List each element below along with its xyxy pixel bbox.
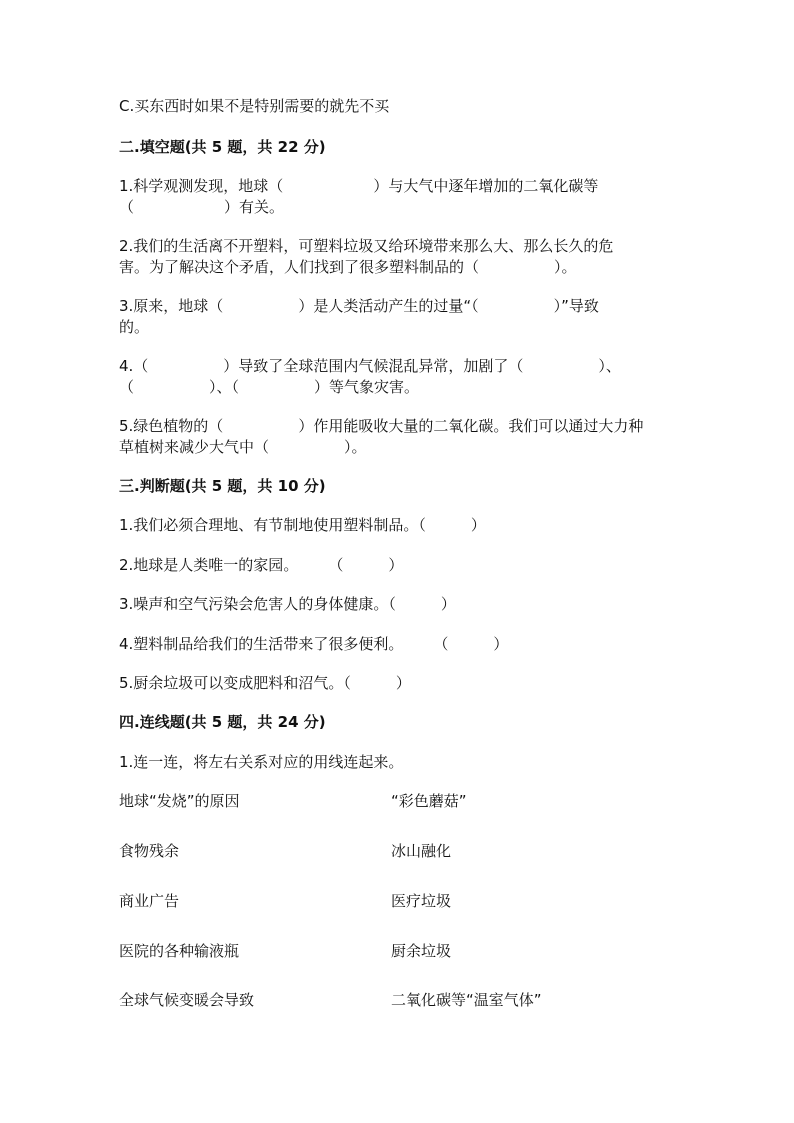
matching-right-item: 医疗垃圾 <box>391 892 452 910</box>
true-false-q3: 3.噪声和空气污染会危害人的身体健康。（ ） <box>119 595 456 613</box>
matching-left-item: 食物残余 <box>119 842 180 860</box>
matching-left-item: 商业广告 <box>119 892 180 910</box>
fill-blank-q4-line2: （ ）、（ ）等气象灾害。 <box>119 378 420 396</box>
matching-left-item: 医院的各种输液瓶 <box>119 942 240 960</box>
fill-blank-q2-line2: 害。为了解决这个矛盾，人们找到了很多塑料制品的（ ）。 <box>119 258 577 276</box>
fill-blank-q4-line1: 4.（ ）导致了全球范围内气候混乱异常，加剧了（ ）、 <box>119 357 621 375</box>
fill-blank-q1-line2: （ ）有关。 <box>119 198 285 216</box>
matching-right-item: “彩色蘑菇” <box>391 792 467 810</box>
section-matching-heading: 四.连线题(共 5 题，共 24 分) <box>119 713 326 731</box>
section-true-false-heading: 三.判断题(共 5 题，共 10 分) <box>119 477 326 495</box>
section-fill-blank-heading: 二.填空题(共 5 题，共 22 分) <box>119 138 326 156</box>
true-false-q5: 5.厨余垃圾可以变成肥料和沼气。（ ） <box>119 674 411 692</box>
fill-blank-q3-line2: 的。 <box>119 318 150 336</box>
matching-right-item: 冰山融化 <box>391 842 452 860</box>
matching-instruction: 1.连一连，将左右关系对应的用线连起来。 <box>119 753 404 771</box>
true-false-q2: 2.地球是人类唯一的家园。 （ ） <box>119 556 404 574</box>
true-false-q4: 4.塑料制品给我们的生活带来了很多便利。 （ ） <box>119 635 509 653</box>
fill-blank-q5-line2: 草植树来减少大气中（ ）。 <box>119 438 367 456</box>
previous-option-c: C.买东西时如果不是特别需要的就先不买 <box>119 97 390 115</box>
matching-right-item: 二氧化碳等“温室气体” <box>391 991 542 1009</box>
fill-blank-q2-line1: 2.我们的生活离不开塑料，可塑料垃圾又给环境带来那么大、那么长久的危 <box>119 237 614 255</box>
fill-blank-q5-line1: 5.绿色植物的（ ）作用能吸收大量的二氧化碳。我们可以通过大力种 <box>119 417 644 435</box>
fill-blank-q1-line1: 1.科学观测发现，地球（ ）与大气中逐年增加的二氧化碳等 <box>119 177 599 195</box>
matching-right-item: 厨余垃圾 <box>391 942 452 960</box>
fill-blank-q3-line1: 3.原来，地球（ ）是人类活动产生的过量“（ ）”导致 <box>119 297 599 315</box>
matching-left-item: 地球“发烧”的原因 <box>119 792 240 810</box>
true-false-q1: 1.我们必须合理地、有节制地使用塑料制品。（ ） <box>119 516 486 534</box>
matching-left-item: 全球气候变暖会导致 <box>119 991 255 1009</box>
